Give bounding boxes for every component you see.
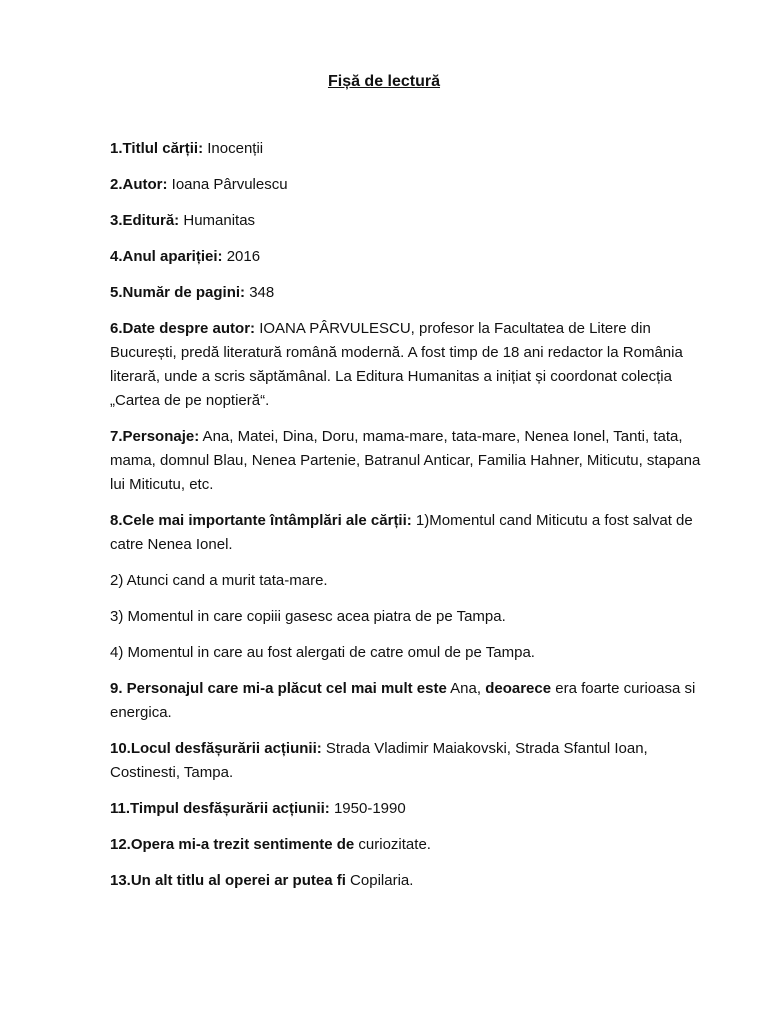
page-title: Fișă de lectură — [327, 73, 441, 90]
field-label: 6.Date despre autor: — [110, 320, 256, 337]
field-value: 348 — [245, 284, 275, 301]
field-label: 9. Personajul care mi-a plăcut cel mai mult este — [110, 680, 447, 697]
field-value: 1)Momentul cand Miticutu a fost salvat de catre Nenea Ionel. — [110, 512, 693, 553]
field-label: 5.Număr de pagini: — [110, 284, 246, 301]
field-value: 3) Momentul in care copiii gasesc acea piatra de pe Tampa. — [110, 608, 506, 625]
field-alt-title — [110, 869, 710, 893]
field-value: 4) Momentul in care au fost alergati de catre omul de pe Tampa. — [110, 644, 535, 661]
field-value: curiozitate. — [354, 836, 431, 853]
field-label: 3.Editură: — [110, 212, 180, 229]
field-author — [110, 173, 710, 197]
field-label: 10.Locul desfășurării acțiunii: — [110, 740, 322, 757]
field-feelings — [110, 833, 710, 857]
field-label: deoarece — [485, 680, 552, 697]
field-value: Strada Vladimir Maiakovski, Strada Sfantul Ioan, Costinesti, Tampa. — [110, 740, 648, 781]
field-value: 2) Atunci cand a murit tata-mare. — [110, 572, 328, 589]
field-author-info — [110, 317, 710, 413]
field-value: Humanitas — [179, 212, 256, 229]
field-value: 1950-1990 — [329, 800, 406, 817]
field-year — [110, 245, 710, 269]
field-value: Copilaria. — [345, 872, 414, 889]
field-label: 2.Autor: — [110, 176, 168, 193]
field-events — [110, 509, 710, 557]
field-time — [110, 797, 710, 821]
field-pages — [110, 281, 710, 305]
field-value: Ana, — [446, 680, 486, 697]
field-value: IOANA PÂRVULESCU, profesor la Facultatea de Litere din București, predă literatură română modernă. A fost timp de 18 ani redactor la România literară, unde a scris săptămânal. La Editura Humanitas a inițiat și coordonat colecția „Cartea de pe noptieră“. — [110, 320, 683, 409]
field-label: 12.Opera mi-a trezit sentimente de — [110, 836, 355, 853]
field-label: 13.Un alt titlu al operei ar putea fi — [110, 872, 346, 889]
field-label: 8.Cele mai importante întâmplări ale cărții: — [110, 512, 412, 529]
field-label: 7.Personaje: — [110, 428, 200, 445]
event-item — [110, 605, 710, 629]
field-label: 1.Titlul cărții: — [110, 140, 204, 157]
field-place — [110, 737, 710, 785]
field-label: 4.Anul apariției: — [110, 248, 223, 265]
event-item — [110, 641, 710, 665]
field-publisher — [110, 209, 710, 233]
field-characters — [110, 425, 710, 497]
field-value: Ioana Pârvulescu — [167, 176, 288, 193]
field-value: Ana, Matei, Dina, Doru, mama-mare, tata-mare, Nenea Ionel, Tanti, tata, mama, domnul Blau, Nenea Partenie, Batranul Anticar, Familia Hahner, Miticutu, stapana lui Miticutu, etc. — [110, 428, 701, 493]
field-favorite-character — [110, 677, 710, 725]
field-value: 2016 — [222, 248, 261, 265]
event-item — [110, 569, 710, 593]
document-body — [110, 137, 710, 905]
field-value: Inocenții — [203, 140, 264, 157]
field-value: era foarte curioasa si energica. — [110, 680, 696, 721]
field-label: 11.Timpul desfășurării acțiunii: — [110, 800, 330, 817]
field-book-title — [110, 137, 710, 161]
